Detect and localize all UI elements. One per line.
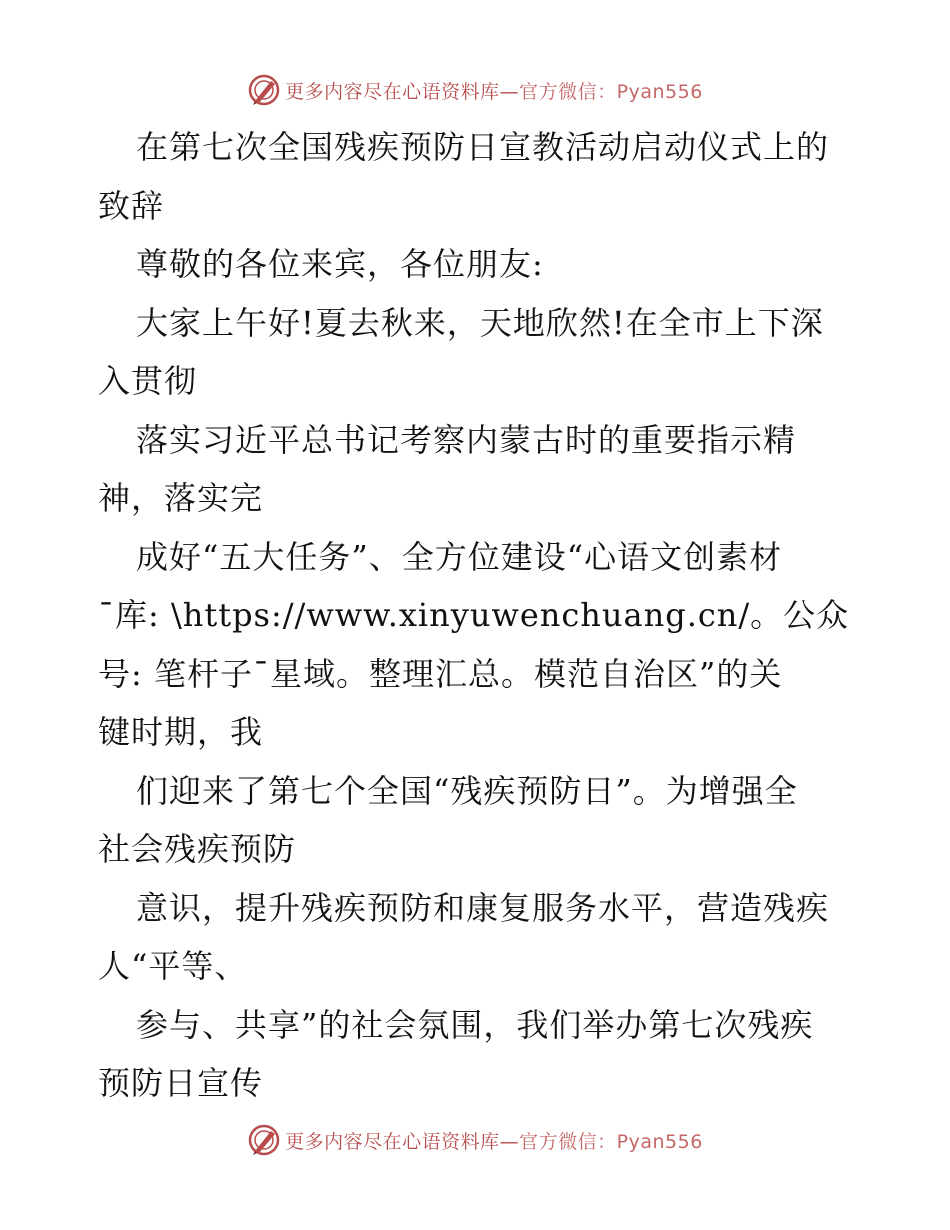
paragraph-line: 意识，提升残疾预防和康复服务水平，营造残疾: [136, 888, 830, 927]
title-line: 致辞: [98, 186, 165, 225]
paragraph-line: ¯库: \https://www.xinyuwenchuang.cn/。公众: [98, 596, 850, 634]
paragraph-line: 入贯彻: [98, 362, 198, 400]
pen-logo-icon: [247, 1123, 281, 1157]
paragraph-line: 落实习近平总书记考察内蒙古时的重要指示精: [136, 420, 797, 459]
paragraph-line: 社会残疾预防: [98, 830, 297, 868]
header-banner: [0, 70, 950, 110]
paragraph-line: 预防日宣传: [98, 1064, 264, 1102]
paragraph-line: 人“平等、: [98, 947, 248, 985]
paragraph-line: 成好“五大任务”、全方位建设“心语文创素材: [136, 537, 783, 576]
paragraph-line: 键时期，我: [98, 713, 264, 751]
banner-label: 更多内容尽在心语资料库—官方微信：Pyan556: [285, 1130, 703, 1153]
salutation: 尊敬的各位来宾，各位朋友:: [136, 245, 544, 283]
banner-label: 更多内容尽在心语资料库—官方微信：Pyan556: [285, 80, 703, 103]
footer-banner: [0, 1120, 950, 1160]
paragraph-line: 参与、共享”的社会氛围，我们举办第七次残疾: [136, 1005, 814, 1044]
paragraph-line: 号: 笔杆子¯星域。整理汇总。模范自治区”的关: [98, 654, 783, 693]
paragraph-line: 们迎来了第七个全国“残疾预防日”。为增强全: [136, 771, 798, 810]
paragraph-line: 大家上午好!夏去秋来，天地欣然!在全市上下深: [136, 303, 824, 342]
pen-logo-icon: [247, 73, 281, 107]
paragraph-line: 神，落实完: [98, 479, 264, 517]
title-line: 在第七次全国残疾预防日宣教活动启动仪式上的: [136, 128, 830, 166]
document-body: [98, 118, 868, 1113]
